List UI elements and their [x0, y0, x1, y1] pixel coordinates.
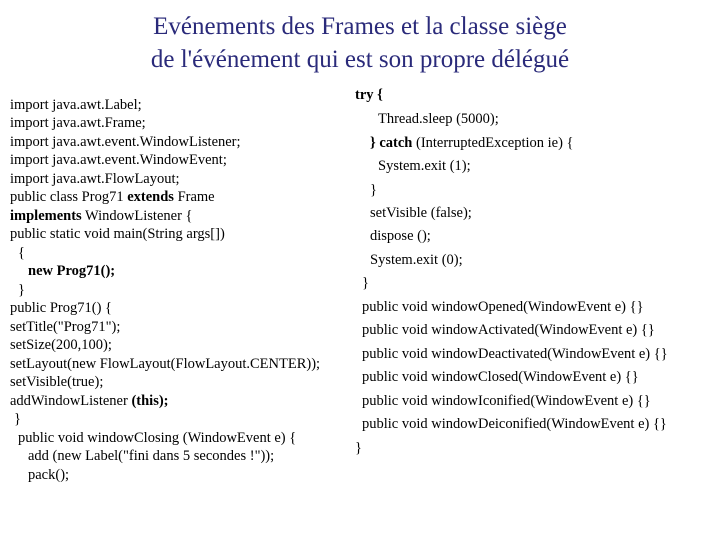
- code-text: public void windowOpened(WindowEvent e) {}: [362, 299, 644, 315]
- code-text: public Prog71() {: [10, 300, 113, 316]
- code-line: [362, 392, 651, 410]
- code-text: public void windowActivated(WindowEvent e) {}: [362, 322, 655, 338]
- code-text: WindowListener {: [81, 208, 193, 224]
- code-text: import java.awt.Frame;: [10, 115, 146, 131]
- code-text: public void windowDeiconified(WindowEvent e) {}: [362, 416, 667, 432]
- slide-title: [0, 10, 720, 76]
- code-keyword: extends: [127, 189, 174, 205]
- code-line: [10, 151, 227, 169]
- code-line: [10, 299, 112, 317]
- code-line: [10, 355, 320, 373]
- code-line: [28, 447, 274, 465]
- code-text: public void windowClosed(WindowEvent e) {}: [362, 369, 639, 385]
- code-line: [370, 227, 431, 245]
- code-line: [355, 86, 383, 104]
- code-line: [18, 281, 25, 299]
- code-text: addWindowListener: [10, 393, 132, 409]
- code-text: setVisible(true);: [10, 374, 104, 390]
- code-text: }: [14, 411, 21, 427]
- code-text: System.exit (1);: [378, 158, 471, 174]
- code-line: [10, 225, 225, 243]
- code-line: [370, 204, 472, 222]
- code-line: [10, 188, 215, 206]
- code-text: import java.awt.FlowLayout;: [10, 171, 180, 187]
- code-text: Frame: [173, 189, 215, 205]
- code-keyword: new Prog71();: [28, 263, 116, 279]
- code-line: [10, 170, 180, 188]
- code-line: [10, 114, 146, 132]
- slide-title-line-2: de l'événement qui est son propre délégué: [150, 46, 570, 73]
- code-line: [10, 318, 120, 336]
- code-text: System.exit (0);: [370, 252, 463, 268]
- code-text: dispose ();: [370, 228, 431, 244]
- code-line: [362, 321, 655, 339]
- code-text: setVisible (false);: [370, 205, 472, 221]
- code-keyword: (this);: [131, 393, 169, 409]
- code-line: [28, 466, 69, 484]
- code-line: [18, 244, 25, 262]
- code-text: import java.awt.Label;: [10, 97, 142, 113]
- code-keyword: try {: [355, 87, 383, 103]
- code-text: Thread.sleep (5000);: [378, 111, 499, 127]
- code-line: [370, 181, 377, 199]
- code-line: [370, 134, 574, 152]
- code-text: }: [355, 440, 362, 456]
- code-text: (InterruptedException ie) {: [412, 135, 574, 151]
- code-text: public void windowClosing (WindowEvent e) {: [18, 430, 297, 446]
- code-line: [10, 373, 103, 391]
- code-line: [362, 345, 668, 363]
- code-text: import java.awt.event.WindowListener;: [10, 134, 241, 150]
- code-text: setSize(200,100);: [10, 337, 112, 353]
- code-line: [10, 207, 193, 225]
- code-text: setTitle("Prog71");: [10, 319, 121, 335]
- code-line: [355, 439, 362, 457]
- code-text: public void windowIconified(WindowEvent e) {}: [362, 393, 651, 409]
- code-line: [14, 410, 21, 428]
- code-line: [28, 262, 115, 280]
- code-text: pack();: [28, 467, 70, 483]
- code-line: [18, 429, 296, 447]
- code-line: [362, 368, 639, 386]
- code-text: public void windowDeactivated(WindowEvent e) {}: [362, 346, 668, 362]
- code-text: }: [18, 282, 25, 298]
- code-text: public class Prog71: [10, 189, 128, 205]
- code-text: add (new Label("fini dans 5 secondes !"));: [28, 448, 275, 464]
- code-line: [378, 110, 499, 128]
- code-keyword: } catch: [370, 135, 413, 151]
- slide-title-line-1: Evénements des Frames et la classe siège: [153, 13, 567, 40]
- code-text: setLayout(new FlowLayout(FlowLayout.CENTER));: [10, 356, 321, 372]
- code-text: {: [18, 245, 25, 261]
- code-text: }: [370, 182, 377, 198]
- code-line: [362, 298, 644, 316]
- code-line: [362, 415, 667, 433]
- code-text: }: [362, 275, 369, 291]
- code-line: [370, 251, 463, 269]
- code-text: import java.awt.event.WindowEvent;: [10, 152, 227, 168]
- code-line: [10, 133, 241, 151]
- code-keyword: implements: [10, 208, 82, 224]
- code-line: [10, 336, 112, 354]
- code-line: [10, 96, 142, 114]
- code-line: [378, 157, 471, 175]
- code-line: [10, 392, 169, 410]
- code-line: [362, 274, 369, 292]
- code-text: public static void main(String args[]): [10, 226, 225, 242]
